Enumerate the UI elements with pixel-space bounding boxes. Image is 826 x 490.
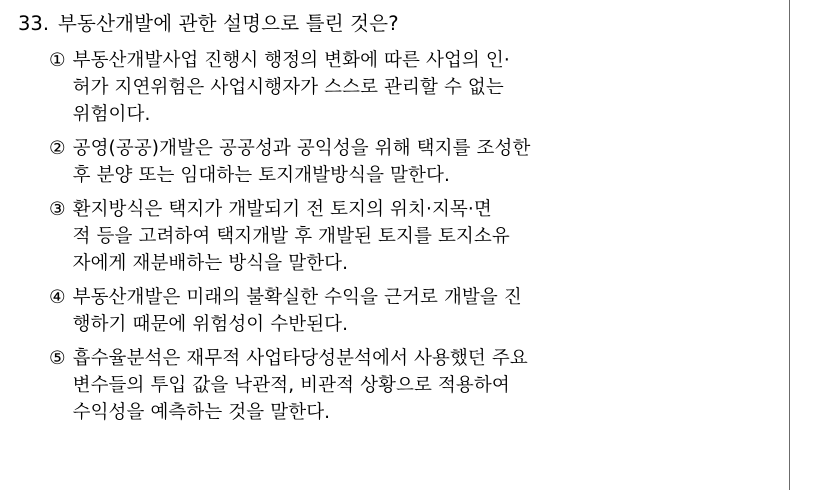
choice-text-2 — [73, 135, 789, 189]
choice-marker-5: ⑤ — [49, 348, 66, 369]
choice-2-line-1: 공영(공공)개발은 공공성과 공익성을 위해 택지를 조성한 — [72, 138, 531, 159]
choice-1-line-1: 부동산개발사업 진행시 행정의 변화에 따른 사업의 인· — [72, 50, 510, 71]
choice-2-line-2: 후 분양 또는 임대하는 토지개발방식을 말한다. — [72, 165, 450, 186]
choice-marker-1: ① — [49, 50, 66, 71]
choice-4-line-1: 부동산개발은 미래의 불확실한 수익을 근거로 개발을 진 — [72, 287, 522, 308]
choice-item-4[interactable] — [0, 284, 789, 338]
choice-text-3 — [73, 196, 789, 277]
choice-item-3[interactable] — [0, 196, 789, 277]
choice-1-line-2: 허가 지연위험은 사업시행자가 스스로 관리할 수 없는 — [72, 77, 504, 98]
choice-marker-3: ③ — [49, 199, 66, 220]
choice-item-2[interactable] — [0, 135, 789, 189]
choice-5-line-2: 변수들의 투입 값을 낙관적, 비관적 상황으로 적용하여 — [72, 375, 510, 396]
choice-text-4 — [73, 284, 789, 338]
choice-item-1[interactable] — [0, 47, 789, 128]
choice-list — [0, 47, 789, 426]
question-text: 부동산개발에 관한 설명으로 틀린 것은? — [58, 12, 399, 35]
page-margin-rule — [789, 0, 790, 490]
choice-marker-2: ② — [49, 138, 66, 159]
choice-3-line-3: 자에게 재분배하는 방식을 말한다. — [72, 253, 349, 274]
choice-text-5 — [73, 345, 789, 426]
choice-4-line-2: 행하기 때문에 위험성이 수반된다. — [72, 314, 349, 335]
choice-item-5[interactable] — [0, 345, 789, 426]
question-stem — [0, 10, 789, 38]
choice-5-line-3: 수익성을 예측하는 것을 말한다. — [72, 402, 331, 423]
choice-text-1 — [73, 47, 789, 128]
choice-3-line-1: 환지방식은 택지가 개발되기 전 토지의 위치·지목·면 — [72, 199, 492, 220]
choice-1-line-3: 위험이다. — [72, 104, 151, 125]
choice-marker-4: ④ — [49, 287, 66, 308]
question-number: 33. — [18, 12, 50, 35]
choice-5-line-1: 흡수율분석은 재무적 사업타당성분석에서 사용했던 주요 — [72, 348, 528, 369]
choice-3-line-2: 적 등을 고려하여 택지개발 후 개발된 토지를 토지소유 — [72, 226, 510, 247]
